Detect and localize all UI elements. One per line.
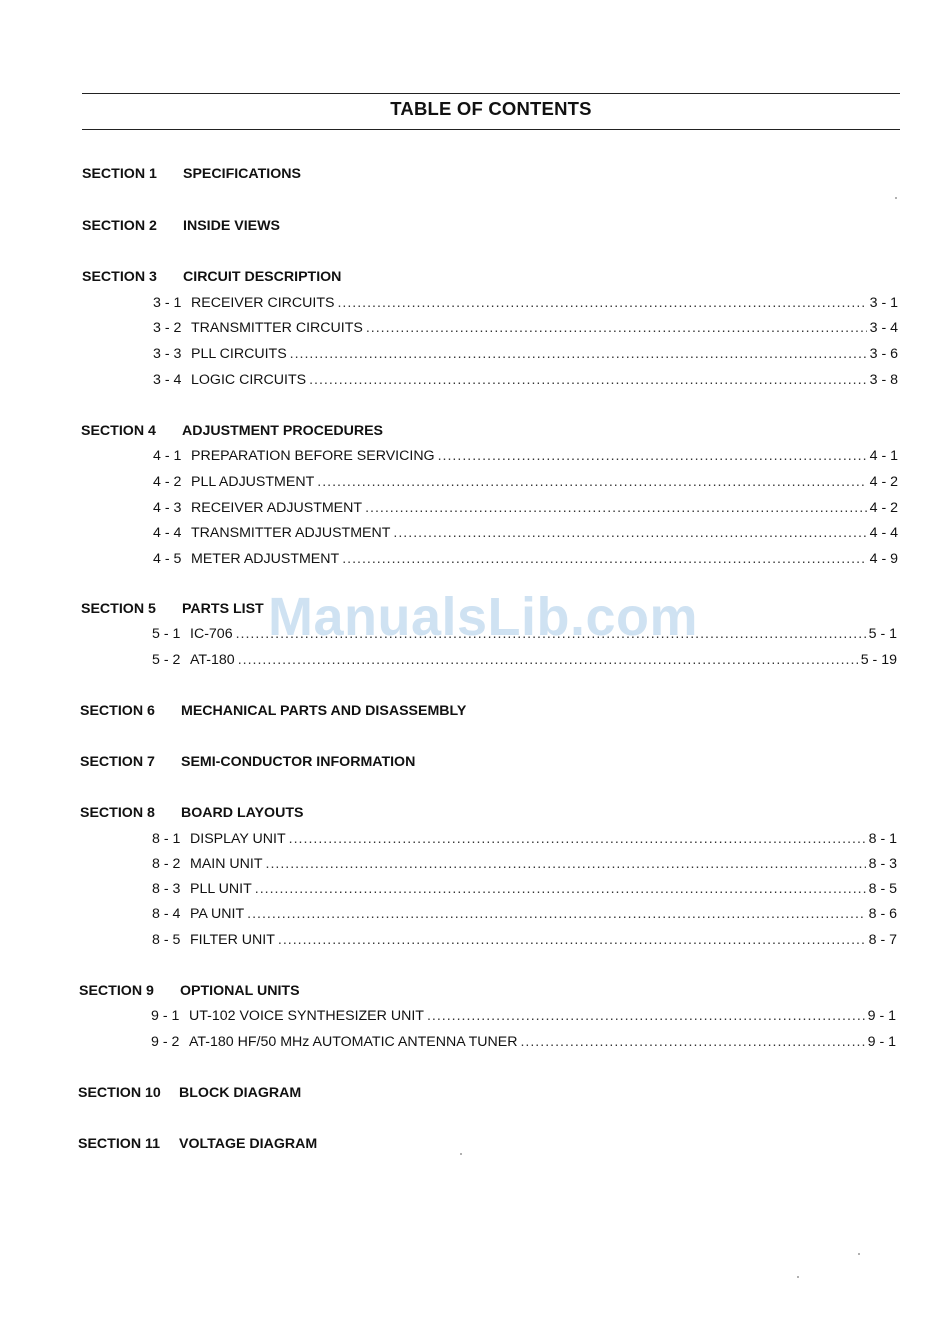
section-title: SEMI-CONDUCTOR INFORMATION xyxy=(181,754,416,770)
entry-label: PLL ADJUSTMENT xyxy=(191,474,315,490)
dot-leader xyxy=(317,474,866,490)
toc-entry-8-5[interactable] xyxy=(152,932,897,948)
entry-label: RECEIVER CIRCUITS xyxy=(191,295,335,311)
section-number: SECTION 2 xyxy=(82,218,157,234)
entry-page: 5 - 1 xyxy=(868,626,897,642)
section-title: ADJUSTMENT PROCEDURES xyxy=(182,423,384,439)
entry-page: 3 - 1 xyxy=(869,295,898,311)
section-5-heading[interactable] xyxy=(81,601,264,617)
entry-label: PREPARATION BEFORE SERVICING xyxy=(191,448,435,464)
section-9-heading[interactable] xyxy=(79,983,300,999)
scan-speck xyxy=(895,197,897,199)
section-7-heading[interactable] xyxy=(80,754,415,770)
toc-entry-4-5[interactable] xyxy=(153,551,898,567)
scan-speck xyxy=(858,1253,860,1255)
page-title: TABLE OF CONTENTS xyxy=(390,98,592,119)
section-number: SECTION 7 xyxy=(80,754,155,770)
entry-code: 9 - 1 xyxy=(151,1008,180,1024)
toc-entry-9-2[interactable] xyxy=(151,1034,896,1050)
dot-leader xyxy=(289,831,866,847)
dot-leader xyxy=(393,525,866,541)
entry-page: 4 - 4 xyxy=(869,525,898,541)
dot-leader xyxy=(520,1034,864,1050)
section-number: SECTION 4 xyxy=(81,423,156,439)
entry-label: DISPLAY UNIT xyxy=(190,831,286,847)
entry-page: 8 - 5 xyxy=(868,881,897,897)
section-2-heading[interactable] xyxy=(82,218,280,234)
section-number: SECTION 6 xyxy=(80,703,155,719)
entry-code: 4 - 1 xyxy=(153,448,182,464)
entry-page: 8 - 7 xyxy=(868,932,897,948)
section-1-heading[interactable] xyxy=(82,166,301,182)
entry-page: 4 - 2 xyxy=(869,474,898,490)
entry-label: AT-180 xyxy=(190,652,235,668)
section-number: SECTION 5 xyxy=(81,601,156,617)
toc-entry-3-2[interactable] xyxy=(153,320,898,336)
entry-code: 8 - 3 xyxy=(152,881,181,897)
entry-code: 3 - 1 xyxy=(153,295,182,311)
dot-leader xyxy=(238,652,858,668)
entry-label: RECEIVER ADJUSTMENT xyxy=(191,500,363,516)
entry-page: 3 - 8 xyxy=(869,372,898,388)
entry-code: 8 - 2 xyxy=(152,856,181,872)
watermark: ManualsLib.com xyxy=(268,587,699,647)
dot-leader xyxy=(309,372,867,388)
entry-code: 3 - 3 xyxy=(153,346,182,362)
entry-code: 4 - 3 xyxy=(153,500,182,516)
entry-page: 8 - 3 xyxy=(868,856,897,872)
toc-entry-5-2[interactable] xyxy=(152,652,897,668)
toc-entry-4-2[interactable] xyxy=(153,474,898,490)
toc-entry-3-3[interactable] xyxy=(153,346,898,362)
section-title: OPTIONAL UNITS xyxy=(180,983,300,999)
section-title: BLOCK DIAGRAM xyxy=(179,1085,302,1101)
entry-label: PA UNIT xyxy=(190,906,245,922)
entry-code: 4 - 4 xyxy=(153,525,182,541)
entry-label: AT-180 HF/50 MHz AUTOMATIC ANTENNA TUNER xyxy=(189,1034,518,1050)
toc-entry-3-4[interactable] xyxy=(153,372,898,388)
entry-code: 8 - 1 xyxy=(152,831,181,847)
entry-page: 4 - 9 xyxy=(869,551,898,567)
toc-entry-8-1[interactable] xyxy=(152,831,897,847)
entry-label: MAIN UNIT xyxy=(190,856,263,872)
toc-entry-4-1[interactable] xyxy=(153,448,898,464)
entry-code: 4 - 5 xyxy=(153,551,182,567)
entry-label: METER ADJUSTMENT xyxy=(191,551,340,567)
dot-leader xyxy=(266,856,866,872)
dot-leader xyxy=(337,295,866,311)
section-title: BOARD LAYOUTS xyxy=(181,805,304,821)
section-number: SECTION 8 xyxy=(80,805,155,821)
toc-entry-3-1[interactable] xyxy=(153,295,898,311)
entry-code: 5 - 2 xyxy=(152,652,181,668)
dot-leader xyxy=(290,346,867,362)
title-rule xyxy=(82,129,900,130)
section-title: INSIDE VIEWS xyxy=(183,218,280,234)
entry-code: 5 - 1 xyxy=(152,626,181,642)
entry-page: 8 - 1 xyxy=(868,831,897,847)
dot-leader xyxy=(255,881,866,897)
toc-entry-4-3[interactable] xyxy=(153,500,898,516)
entry-page: 4 - 2 xyxy=(869,500,898,516)
entry-page: 8 - 6 xyxy=(868,906,897,922)
section-11-heading[interactable] xyxy=(78,1136,317,1152)
entry-code: 8 - 4 xyxy=(152,906,181,922)
entry-code: 8 - 5 xyxy=(152,932,181,948)
scan-speck xyxy=(460,1153,462,1155)
scan-speck xyxy=(797,1276,799,1278)
section-title: CIRCUIT DESCRIPTION xyxy=(183,269,342,285)
entry-code: 3 - 4 xyxy=(153,372,182,388)
section-number: SECTION 9 xyxy=(79,983,154,999)
section-3-heading[interactable] xyxy=(82,269,341,285)
section-title: PARTS LIST xyxy=(182,601,264,617)
dot-leader xyxy=(278,932,866,948)
section-number: SECTION 10 xyxy=(78,1085,161,1101)
entry-page: 9 - 1 xyxy=(867,1034,896,1050)
toc-entry-8-3[interactable] xyxy=(152,881,897,897)
dot-leader xyxy=(366,320,867,336)
top-rule xyxy=(82,93,900,94)
entry-page: 9 - 1 xyxy=(867,1008,896,1024)
entry-label: PLL UNIT xyxy=(190,881,252,897)
toc-entry-4-4[interactable] xyxy=(153,525,898,541)
entry-label: TRANSMITTER CIRCUITS xyxy=(191,320,363,336)
section-10-heading[interactable] xyxy=(78,1085,301,1101)
entry-page: 5 - 19 xyxy=(860,652,897,668)
section-title: VOLTAGE DIAGRAM xyxy=(179,1136,318,1152)
dot-leader xyxy=(365,500,867,516)
dot-leader xyxy=(438,448,867,464)
entry-label: FILTER UNIT xyxy=(190,932,275,948)
section-number: SECTION 3 xyxy=(82,269,157,285)
entry-page: 4 - 1 xyxy=(869,448,898,464)
entry-code: 9 - 2 xyxy=(151,1034,180,1050)
dot-leader xyxy=(427,1008,865,1024)
toc-entry-8-4[interactable] xyxy=(152,906,897,922)
entry-label: TRANSMITTER ADJUSTMENT xyxy=(191,525,391,541)
section-8-heading[interactable] xyxy=(80,805,303,821)
entry-label: IC-706 xyxy=(190,626,233,642)
entry-page: 3 - 4 xyxy=(869,320,898,336)
dot-leader xyxy=(247,906,865,922)
section-title: SPECIFICATIONS xyxy=(183,166,301,182)
entry-label: UT-102 VOICE SYNTHESIZER UNIT xyxy=(189,1008,424,1024)
toc-entry-9-1[interactable] xyxy=(151,1008,896,1024)
section-number: SECTION 1 xyxy=(82,166,157,182)
section-title: MECHANICAL PARTS AND DISASSEMBLY xyxy=(181,703,467,719)
dot-leader xyxy=(342,551,866,567)
entry-label: PLL CIRCUITS xyxy=(191,346,287,362)
entry-code: 4 - 2 xyxy=(153,474,182,490)
entry-code: 3 - 2 xyxy=(153,320,182,336)
section-6-heading[interactable] xyxy=(80,703,466,719)
section-4-heading[interactable] xyxy=(81,423,383,439)
entry-page: 3 - 6 xyxy=(869,346,898,362)
entry-label: LOGIC CIRCUITS xyxy=(191,372,307,388)
section-number: SECTION 11 xyxy=(78,1136,161,1152)
toc-entry-8-2[interactable] xyxy=(152,856,897,872)
